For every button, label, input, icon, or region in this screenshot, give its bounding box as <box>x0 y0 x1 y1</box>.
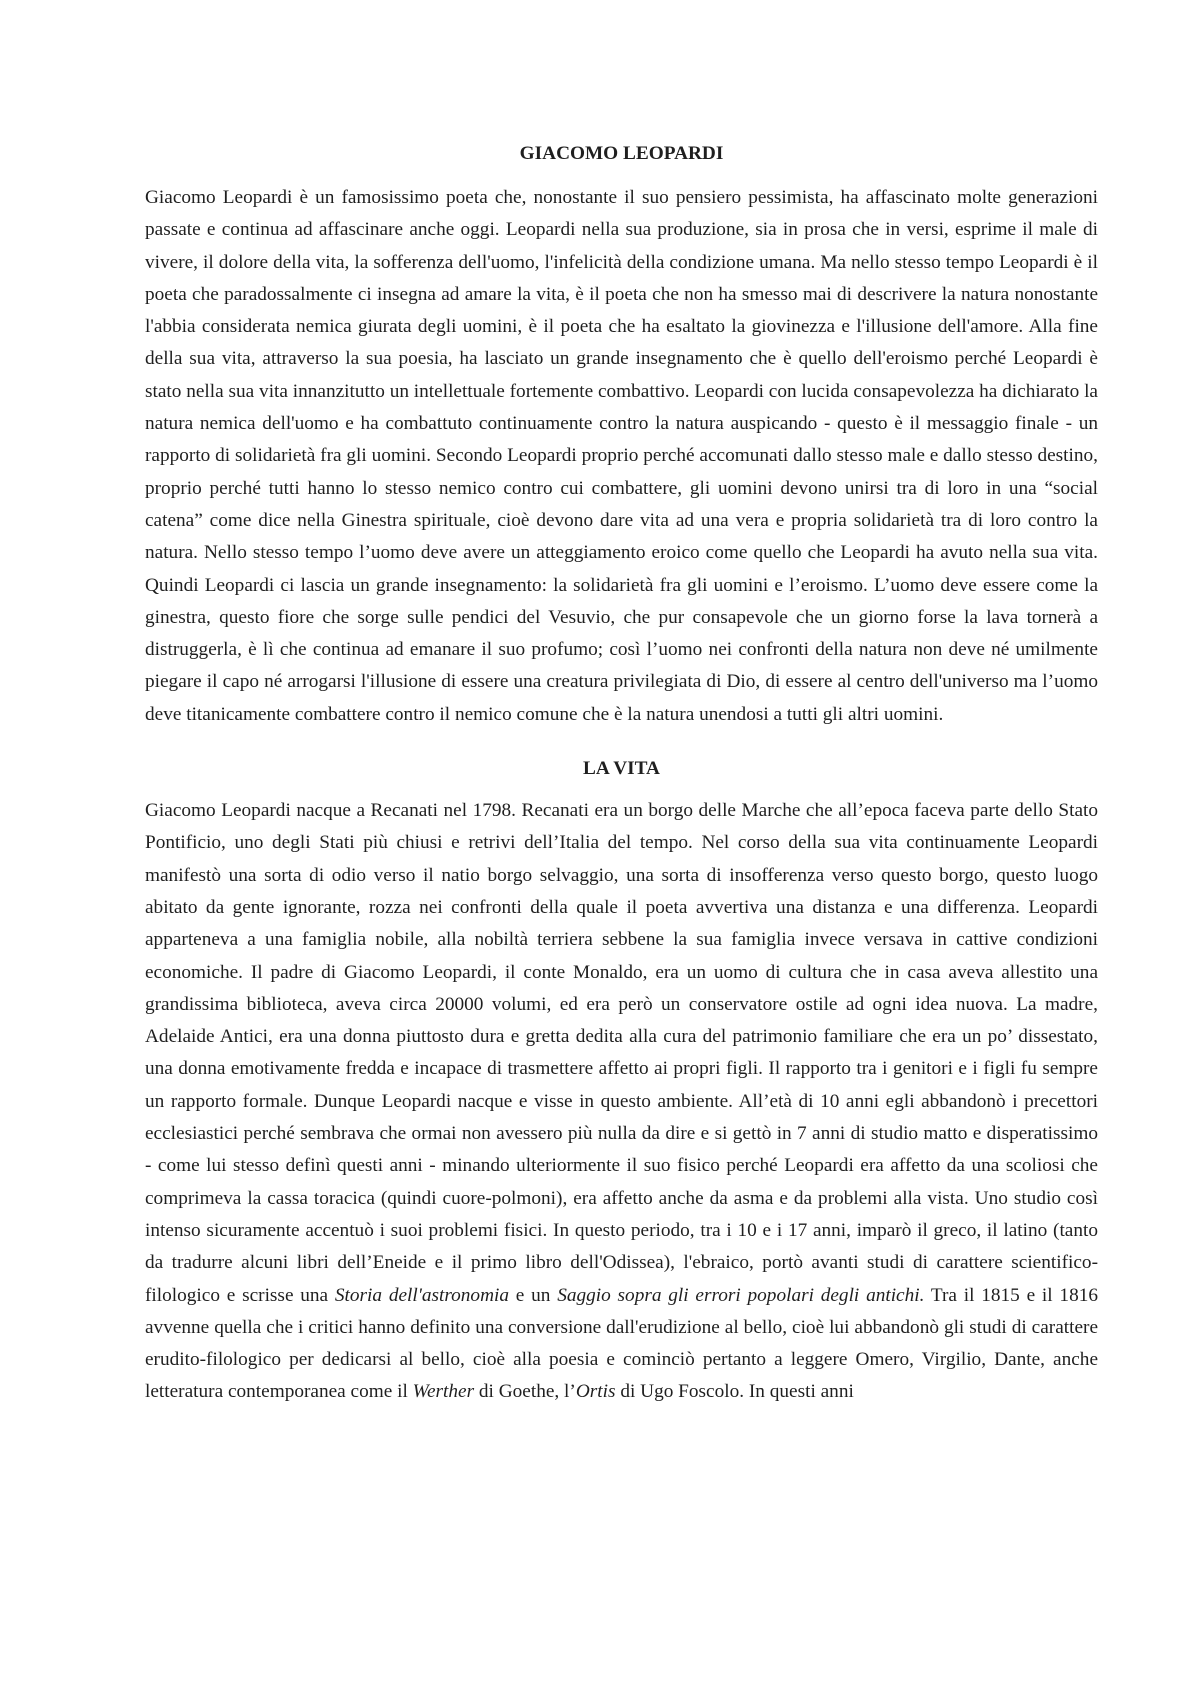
life-italic-ortis: Ortis <box>575 1381 616 1403</box>
life-text-part-b: e un <box>509 1284 558 1306</box>
life-paragraph <box>145 795 1098 1409</box>
life-italic-storia-astronomia: Storia dell'astronomia <box>334 1284 509 1306</box>
intro-paragraph: Giacomo Leopardi è un famosissimo poeta che, nonostante il suo pensiero pessimista, ha affascinato molte generazioni passate e continua ad affascinare anche oggi. Leopardi nella sua produzione, sia in prosa che in versi, esprime il male di vivere, il dolore della vita, la sofferenza dell'uomo, l'infelicità della condizione umana. Ma nello stesso tempo Leopardi è il poeta che paradossalmente ci insegna ad amare la vita, è il poeta che non ha smesso mai di descrivere la natura nonostante l'abbia considerata nemica giurata degli uomini, è il poeta che ha esaltato la giovinezza e l'illusione dell'amore. Alla fine della sua vita, attraverso la sua poesia, ha lasciato un grande insegnamento che è quello dell'eroismo perché Leopardi è stato nella sua vita innanzitutto un intellettuale fortemente combattivo. Leopardi con lucida consapevolezza ha dichiarato la natura nemica dell'uomo e ha combattuto continuamente contro la natura auspicando - questo è il messaggio finale - un rapporto di solidarietà fra gli uomini. Secondo Leopardi proprio perché accomunati dallo stesso male e dallo stesso destino, proprio perché tutti hanno lo stesso nemico contro cui combattere, gli uomini devono unirsi tra di loro in una “social catena” come dice nella Ginestra spirituale, cioè devono dare vita ad una vera e propria solidarietà tra di loro contro la natura. Nello stesso tempo l’uomo deve avere un atteggiamento eroico come quello che Leopardi ha avuto nella sua vita. Quindi Leopardi ci lascia un grande insegnamento: la solidarietà fra gli uomini e l’eroismo. L’uomo deve essere come la ginestra, questo fiore che sorge sulle pendici del Vesuvio, che pur consapevole che un giorno forse la lava tornerà a distruggerla, è lì che continua ad emanare il suo profumo; così l’uomo nei confronti della natura non deve né umilmente piegare il capo né arrogarsi l'illusione di essere una creatura privilegiata di Dio, di essere al centro dell'universo ma l’uomo deve titanicamente combattere contro il nemico comune che è la natura unendosi a tutti gli altri uomini. <box>145 187 1098 725</box>
life-text-part-a: Giacomo Leopardi nacque a Recanati nel 1798. Recanati era un borgo delle Marche che all’epoca faceva parte dello Stato Pontificio, uno degli Stati più chiusi e retrivi dell’Italia del tempo. Nel corso della sua vita continuamente Leopardi manifestò una sorta di odio verso il natio borgo selvaggio, una sorta di insofferenza verso questo borgo, questo luogo abitato da gente ignorante, rozza nei confronti della quale il poeta avvertiva una distanza e una differenza. Leopardi apparteneva a una famiglia nobile, alla nobiltà terriera sebbene la sua famiglia invece versava in cattive condizioni economiche. Il padre di Giacomo Leopardi, il conte Monaldo, era un uomo di cultura che in casa aveva allestito una grandissima biblioteca, aveva circa 20000 volumi, ed era però un conservatore ostile ad ogni idea nuova. La madre, Adelaide Antici, era una donna piuttosto dura e gretta dedita alla cura del patrimonio familiare che era un po’ dissestato, una donna emotivamente fredda e incapace di trasmettere affetto ai propri figli. Il rapporto tra i genitori e i figli fu sempre un rapporto formale. Dunque Leopardi nacque e visse in questo ambiente. All’età di 10 anni egli abbandonò i precettori ecclesiastici perché sembrava che ormai non avessero più nulla da dire e si gettò in 7 anni di studio matto e disperatissimo - come lui stesso definì questi anni - minando ulteriormente il suo fisico perché Leopardi era affetto da una scoliosi che comprimeva la cassa toracica (quindi cuore-polmoni), era affetto anche da asma e da problemi alla vista. Uno studio così intenso sicuramente accentuò i suoi problemi fisici. In questo periodo, tra i 10 e i 17 anni, imparò il greco, il latino (tanto da tradurre alcuni libri dell’Eneide e il primo libro dell'Odissea), l'ebraico, portò avanti studi di carattere scientifico-filologico e scrisse una <box>145 800 1098 1306</box>
title-la-vita: LA VITA <box>583 758 660 780</box>
life-text-part-c: Tra il 1815 e il 1816 avvenne quella che i critici hanno definito una conversione dall'erudizione al bello, cioè lui abbandonò gli studi di carattere erudito-filologico per dedicarsi al bello, cioè alla poesia e cominciò pertanto a leggere Omero, Virgilio, Dante, anche letteratura contemporanea come il <box>145 1284 1098 1403</box>
document-page <box>145 138 1098 1409</box>
title-giacomo-leopardi: GIACOMO LEOPARDI <box>519 143 724 164</box>
life-text-part-e: di Ugo Foscolo. In questi anni <box>615 1381 854 1403</box>
life-italic-werther: Werther <box>412 1381 475 1403</box>
life-text-part-d: di Goethe, l’ <box>474 1381 576 1403</box>
life-italic-saggio-errori: Saggio sopra gli errori popolari degli antichi. <box>557 1284 925 1306</box>
